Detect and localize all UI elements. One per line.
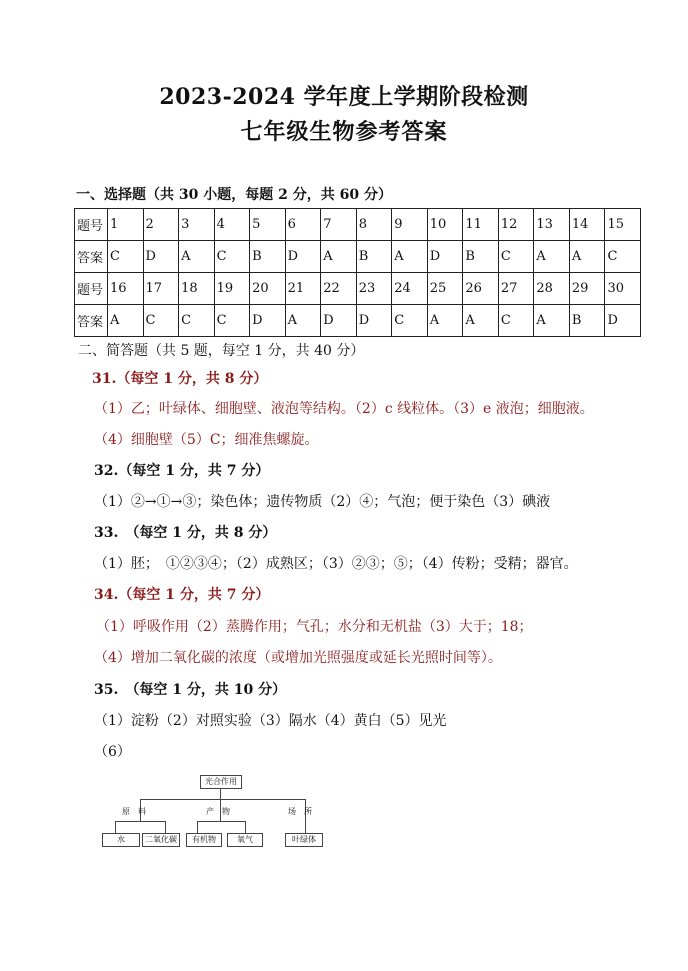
table-cell: 10 xyxy=(427,209,463,241)
table-cell: 24 xyxy=(392,273,428,305)
table-cell: 7 xyxy=(321,209,357,241)
diagram-branch-place: 场 所 xyxy=(288,807,312,816)
diagram-connector xyxy=(115,821,165,822)
q31-heading: 31.（每空 1 分，共 8 分） xyxy=(92,371,268,387)
table-cell: C xyxy=(605,241,641,273)
table-cell: C xyxy=(179,305,215,337)
diagram-leaf-organic: 有机物 xyxy=(186,833,222,847)
q31-answer-line2: （4）细胞壁（5）C；细准焦螺旋。 xyxy=(94,432,319,448)
table-cell: D xyxy=(427,241,463,273)
table-cell: 28 xyxy=(534,273,570,305)
page-title: 2023-2024 学年度上学期阶段检测 xyxy=(159,84,529,110)
table-cell: 4 xyxy=(214,209,250,241)
section2-heading: 二、简答题（共 5 题，每空 1 分，共 40 分） xyxy=(78,343,365,359)
table-cell: C xyxy=(143,305,179,337)
table-cell: 6 xyxy=(285,209,321,241)
q33-answer-line1: （1）胚； ①②③④；（2）成熟区；（3）②③；⑤；（4）传粉；受精；器官。 xyxy=(94,556,578,572)
table-cell: C xyxy=(108,241,144,273)
table-cell: 5 xyxy=(250,209,286,241)
photosynthesis-diagram xyxy=(100,775,320,850)
table-cell: 16 xyxy=(108,273,144,305)
q35-answer-line2: （6） xyxy=(94,744,131,760)
table-cell: D xyxy=(321,305,357,337)
table-row-numbers-1 xyxy=(75,209,641,241)
table-cell: 3 xyxy=(179,209,215,241)
diagram-leaf-co2: 二氧化碳 xyxy=(142,833,180,847)
diagram-branch-raw: 原 料 xyxy=(122,807,146,816)
q33-heading: 33. （每空 1 分，共 8 分） xyxy=(94,525,277,541)
q35-heading: 35. （每空 1 分，共 10 分） xyxy=(94,682,287,698)
q34-heading: 34.（每空 1 分，共 7 分） xyxy=(94,587,270,603)
table-cell: 29 xyxy=(569,273,605,305)
table-cell: 18 xyxy=(179,273,215,305)
table-cell: D xyxy=(250,305,286,337)
table-cell: 15 xyxy=(605,209,641,241)
diagram-root-box: 光合作用 xyxy=(200,775,242,789)
q32-answer-line1: （1）②→①→③；染色体；遗传物质（2）④；气泡；便于染色（3）碘液 xyxy=(94,494,551,510)
table-cell: A xyxy=(534,241,570,273)
row-label: 题号 xyxy=(75,273,108,305)
table-cell: A xyxy=(179,241,215,273)
table-cell: C xyxy=(498,305,534,337)
table-cell: D xyxy=(605,305,641,337)
table-cell: D xyxy=(285,241,321,273)
diagram-connector xyxy=(305,821,306,833)
table-cell: 12 xyxy=(498,209,534,241)
diagram-branch-product: 产 物 xyxy=(206,807,230,816)
table-cell: A xyxy=(321,241,357,273)
table-cell: 14 xyxy=(569,209,605,241)
table-cell: 8 xyxy=(356,209,392,241)
diagram-leaf-water: 水 xyxy=(102,833,140,847)
table-cell: A xyxy=(108,305,144,337)
q34-answer-line1: （1）呼吸作用（2）蒸腾作用；气孔；水分和无机盐（3）大于；18； xyxy=(96,619,533,635)
diagram-connector xyxy=(165,821,166,833)
table-cell: 21 xyxy=(285,273,321,305)
row-label: 答案 xyxy=(75,305,108,337)
table-cell: 30 xyxy=(605,273,641,305)
table-cell: A xyxy=(534,305,570,337)
table-cell: 22 xyxy=(321,273,357,305)
table-cell: C xyxy=(392,305,428,337)
row-label: 题号 xyxy=(75,209,108,241)
section1-heading: 一、选择题（共 30 小题，每题 2 分，共 60 分） xyxy=(76,187,392,203)
diagram-connector xyxy=(115,821,116,833)
table-cell: 9 xyxy=(392,209,428,241)
table-cell: 17 xyxy=(143,273,179,305)
table-cell: 23 xyxy=(356,273,392,305)
table-cell: 11 xyxy=(463,209,499,241)
q34-answer-line2: （4）增加二氧化碳的浓度（或增加光照强度或延长光照时间等）。 xyxy=(94,650,502,666)
q35-answer-line1: （1）淀粉（2）对照实验（3）隔水（4）黄白（5）见光 xyxy=(94,713,447,729)
table-cell: 19 xyxy=(214,273,250,305)
table-cell: A xyxy=(392,241,428,273)
diagram-connector xyxy=(197,821,198,833)
table-cell: D xyxy=(356,305,392,337)
table-cell: A xyxy=(569,241,605,273)
table-cell: B xyxy=(569,305,605,337)
table-cell: B xyxy=(463,241,499,273)
table-cell: 1 xyxy=(108,209,144,241)
table-cell: 13 xyxy=(534,209,570,241)
table-cell: 25 xyxy=(427,273,463,305)
diagram-connector xyxy=(220,789,221,799)
q32-heading: 32.（每空 1 分，共 7 分） xyxy=(94,463,270,479)
table-cell: D xyxy=(143,241,179,273)
table-cell: C xyxy=(498,241,534,273)
table-row-numbers-2 xyxy=(75,273,641,305)
answer-table xyxy=(74,208,641,337)
table-row-answers-1 xyxy=(75,241,641,273)
diagram-leaf-chloroplast: 叶绿体 xyxy=(285,833,323,847)
diagram-leaf-oxygen: 氧气 xyxy=(227,833,263,847)
table-row-answers-2 xyxy=(75,305,641,337)
diagram-connector xyxy=(245,821,246,833)
table-cell: A xyxy=(463,305,499,337)
table-cell: 27 xyxy=(498,273,534,305)
table-cell: A xyxy=(427,305,463,337)
table-cell: B xyxy=(250,241,286,273)
table-cell: 2 xyxy=(143,209,179,241)
table-cell: 26 xyxy=(463,273,499,305)
table-cell: C xyxy=(214,241,250,273)
table-cell: C xyxy=(214,305,250,337)
table-cell: B xyxy=(356,241,392,273)
q31-answer-line1: （1）乙；叶绿体、细胞壁、液泡等结构。（2）c 线粒体。（3）e 液泡；细胞液。 xyxy=(94,401,594,417)
row-label: 答案 xyxy=(75,241,108,273)
diagram-connector xyxy=(140,799,305,800)
page-subtitle: 七年级生物参考答案 xyxy=(240,119,448,145)
table-cell: 20 xyxy=(250,273,286,305)
diagram-connector xyxy=(197,821,245,822)
table-cell: A xyxy=(285,305,321,337)
